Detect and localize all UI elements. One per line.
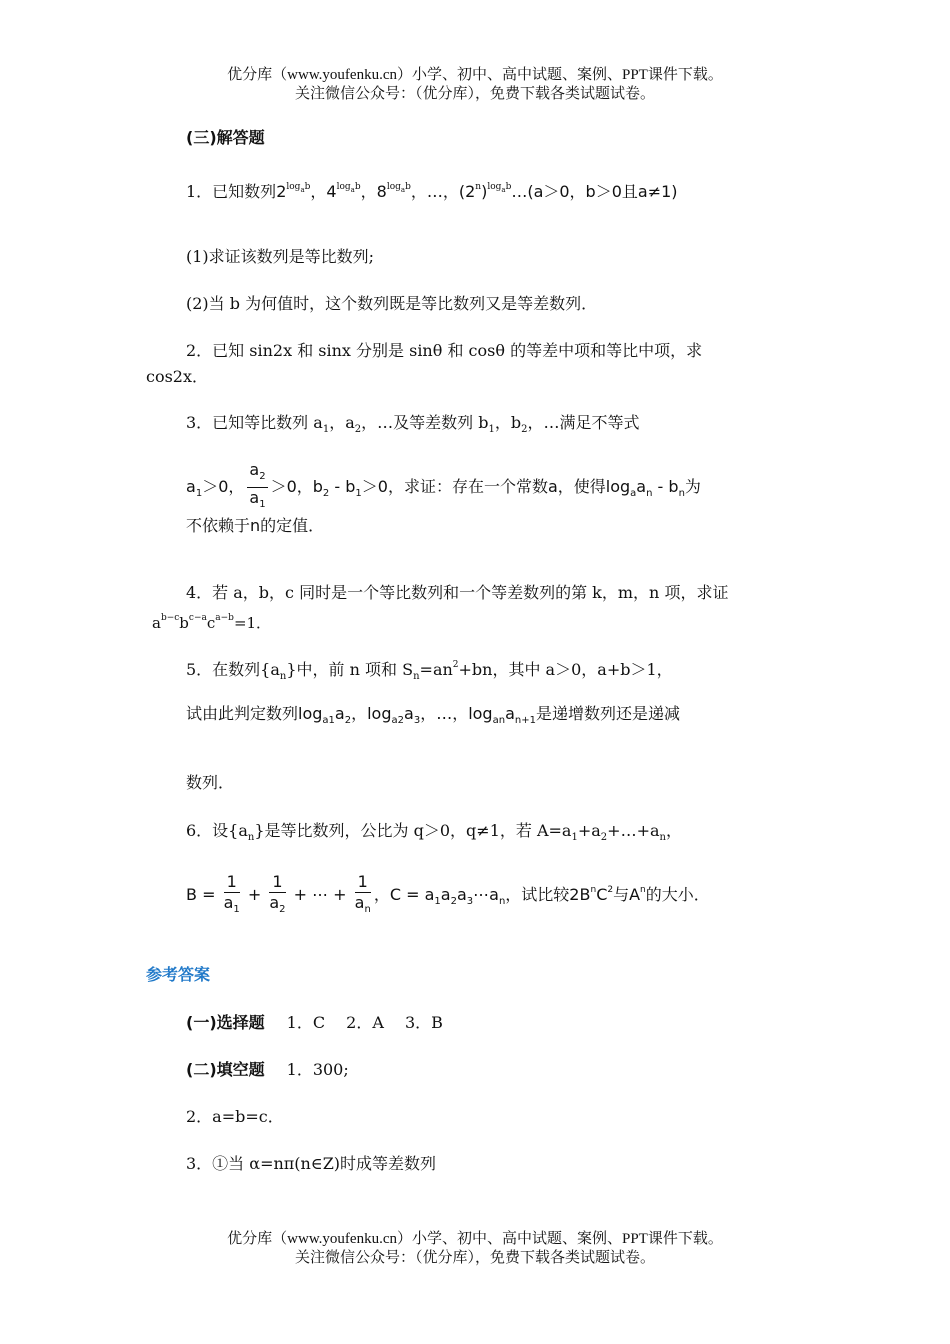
answers-title: 参考答案 bbox=[146, 965, 211, 984]
q2-line-1: 2．已知 sin2x 和 sinx 分别是 sinθ 和 cosθ 的等差中项和等比中项，求 bbox=[186, 341, 703, 360]
footer-line-2: 关注微信公众号：（优分库），免费下载各类试题试卷。 bbox=[294, 1250, 655, 1266]
header-line-1: 优分库（www.youfenku.cn）小学、初中、高中试题、案例、PPT课件下载。 bbox=[227, 67, 723, 83]
q5-line-2: 试由此判定数列$\log_{a1}a_2$，$\log_{a2}a_3$，…，$\log_{an}a_{n+1}$是递增数列还是递减 bbox=[186, 704, 680, 726]
footer-line-1: 优分库（www.youfenku.cn）小学、初中、高中试题、案例、PPT课件下载。 bbox=[227, 1231, 723, 1247]
q2-line-2: cos2x． bbox=[146, 367, 209, 386]
q5-line-1: 5．在数列$\{a_n\}$中，前 n 项和 $S_n=an^2+bn$，其中 a＞0，a+b＞1， bbox=[186, 660, 673, 682]
q3-fraction: $\frac{a_2}{a_1}$ bbox=[249, 460, 266, 510]
header-line-2: 关注微信公众号：（优分库），免费下载各类试题试卷。 bbox=[294, 86, 655, 102]
q6-fraction-1: $\frac{1}{a_1}$ bbox=[223, 871, 240, 915]
q3-line-3: 不依赖于n的定值． bbox=[186, 516, 325, 535]
q3-line-2: $a_1>0$， $\frac{a_2}{a_1}$ ＞0，$b_2 - b_1>0$，求证：存在一个常数a，使得$\log_aa_n - b_n$为 bbox=[186, 460, 701, 517]
q6-line-1: 6．设$\{a_n\}$是等比数列，公比为 q＞0，q≠1，若 $A=a_1+a_2+\dots+a_n$， bbox=[186, 821, 682, 843]
q5-line-3: 数列． bbox=[186, 773, 235, 792]
q6-fraction-3: $\frac{1}{a_n}$ bbox=[354, 871, 371, 915]
q1-line: 1．已知数列$2^{log_ab}$，$4^{log_ab}$，$8^{log_ab}$，…，$(2^n)^{log_ab}\dots(a>0$，b＞0且a≠1) bbox=[186, 182, 678, 201]
page-footer bbox=[0, 1230, 950, 1268]
q6-fraction-2: $\frac{1}{a_2}$ bbox=[269, 871, 286, 915]
q1-sub-2: (2)当 b 为何值时，这个数列既是等比数列又是等差数列． bbox=[186, 294, 598, 313]
q1-sub-1: (1)求证该数列是等比数列; bbox=[186, 247, 375, 266]
section-3-title: (三)解答题 bbox=[186, 128, 265, 147]
q4-line-1: 4．若 a，b，c 同时是一个等比数列和一个等差数列的第 k，m，n 项，求证 bbox=[186, 583, 729, 602]
q6-line-2: B = $\frac{1}{a_1}$ + $\frac{1}{a_2}$ + ⋯ + $\frac{1}{a_n}$ ，$C = a_1a_2a_3\cdots a_n$，试比较$2B^nC^2$与$A^n$的大小． bbox=[186, 866, 710, 926]
answers-section-1: (一)选择题 1．C 2．A 3．B bbox=[186, 1013, 443, 1032]
q3-line-1: 3．已知等比数列 $a_1$，$a_2$，…及等差数列 $b_1$，$b_2$，…满足不等式 bbox=[186, 413, 640, 435]
page-header bbox=[0, 66, 950, 104]
answer-3: 3．①当 α=nπ(n∈Z)时成等差数列 bbox=[186, 1154, 437, 1173]
q4-line-2: $a^{b-c}b^{c-a}c^{a-b}=1$． bbox=[152, 613, 272, 632]
answers-section-2: (二)填空题 1．300; bbox=[186, 1060, 349, 1079]
answer-2: 2．a=b=c． bbox=[186, 1107, 284, 1126]
